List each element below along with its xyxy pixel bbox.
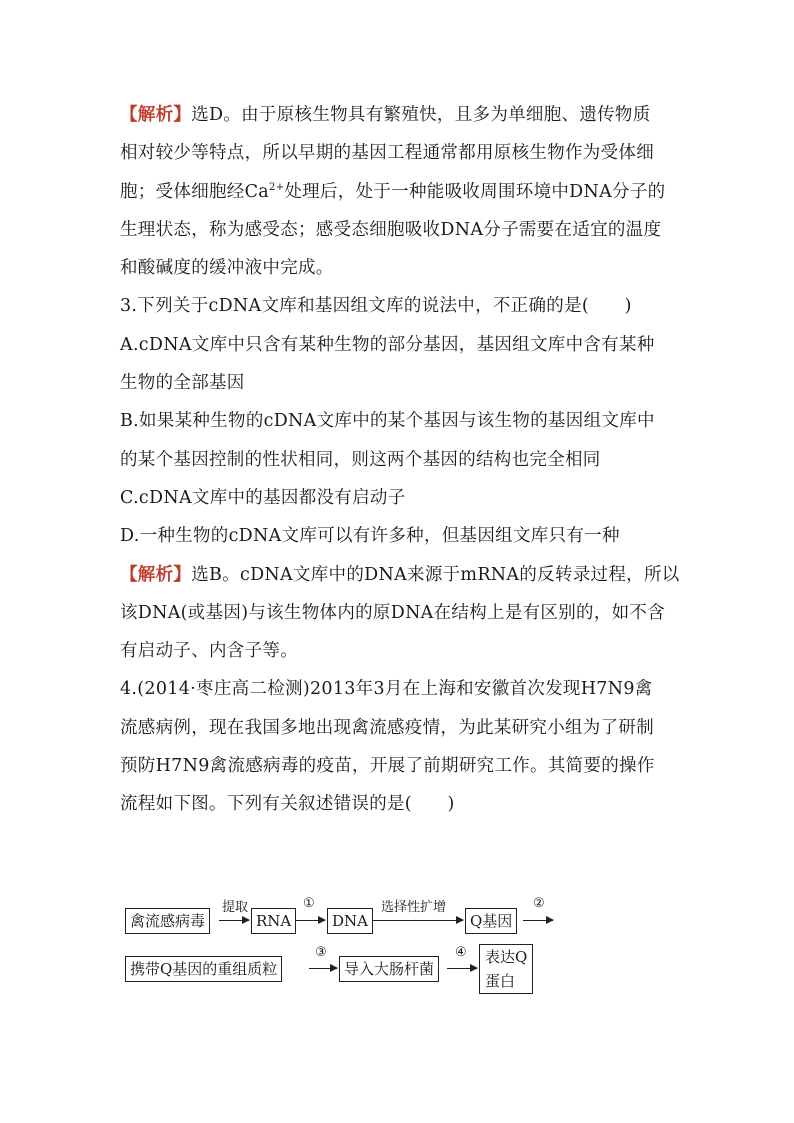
analysis-tag: 【解析】 <box>120 105 192 125</box>
analysis-1-line-5: 和酸碱度的缓冲液中完成。 <box>120 258 334 279</box>
question-3-option-a-line-1: A.cDNA文库中只含有某种生物的部分基因，基因组文库中含有某种 <box>120 334 655 355</box>
question-4-line-4: 流程如下图。下列有关叙述错误的是( ) <box>120 794 455 815</box>
flowchart <box>125 896 685 1000</box>
label-extract: 提取 <box>222 900 249 915</box>
label-step-4: ④ <box>455 945 467 960</box>
analysis-1-line-4: 生理状态，称为感受态；感受态细胞吸收DNA分子需要在适宜的温度 <box>120 219 662 240</box>
question-3-option-b-line-1: B.如果某种生物的cDNA文库中的某个基因与该生物的基因组文库中 <box>120 411 655 432</box>
box-ecoli: 导入大肠杆菌 <box>339 956 439 982</box>
arrow-step-4 <box>447 968 477 969</box>
analysis-1-line-2: 相对较少等特点，所以早期的基因工程通常都用原核生物作为受体细 <box>120 143 654 164</box>
analysis-1-line-1: 【解析】选D。由于原核生物具有繁殖快，且多为单细胞、遗传物质 <box>120 105 651 125</box>
arrow-step-3 <box>309 968 337 969</box>
box-rna: RNA <box>251 908 296 934</box>
question-4-line-1: 4.(2014·枣庄高二检测)2013年3月在上海和安徽首次发现H7N9禽 <box>120 679 653 700</box>
box-virus: 禽流感病毒 <box>125 908 210 934</box>
question-3-stem: 3.下列关于cDNA文库和基因组文库的说法中，不正确的是( ) <box>120 296 632 317</box>
question-4-line-3: 预防H7N9禽流感病毒的疫苗，开展了前期研究工作。其简要的操作 <box>120 756 655 777</box>
question-4-line-2: 流感病例，现在我国多地出现禽流感疫情，为此某研究小组为了研制 <box>120 717 654 738</box>
question-3-option-a-line-2: 生物的全部基因 <box>120 373 245 394</box>
box-express: 表达Q 蛋白 <box>479 944 533 994</box>
analysis-3-line-1: 【解析】选B。cDNA文库中的DNA来源于mRNA的反转录过程，所以 <box>120 564 680 585</box>
document-page <box>120 96 680 824</box>
box-plasmid: 携带Q基因的重组质粒 <box>125 956 282 982</box>
question-3-option-c: C.cDNA文库中的基因都没有启动子 <box>120 487 406 508</box>
label-step-1: ① <box>303 896 315 911</box>
analysis-3-line-3: 有启动子、内含子等。 <box>120 641 298 662</box>
analysis-3-line-2: 该DNA(或基因)与该生物体内的原DNA在结构上是有区别的，如不含 <box>120 602 666 623</box>
analysis-tag: 【解析】 <box>120 564 192 585</box>
arrow-step-1 <box>295 920 325 921</box>
label-step-2: ② <box>533 896 545 911</box>
arrow-step-2 <box>523 920 553 921</box>
box-q-gene: Q基因 <box>465 908 517 934</box>
label-amplify: 选择性扩增 <box>381 900 447 915</box>
box-dna: DNA <box>327 908 373 934</box>
label-step-3: ③ <box>315 945 327 960</box>
analysis-1-line-3: 胞；受体细胞经$Ca^{2+}$处理后，处于一种能吸收周围环境中DNA分子的 <box>120 181 666 202</box>
arrow-amplify <box>373 920 463 921</box>
question-3-option-d: D.一种生物的cDNA文库可以有许多种，但基因组文库只有一种 <box>120 526 620 547</box>
arrow-extract <box>219 920 249 921</box>
question-3-option-b-line-2: 的某个基因控制的性状相同，则这两个基因的结构也完全相同 <box>120 449 601 470</box>
